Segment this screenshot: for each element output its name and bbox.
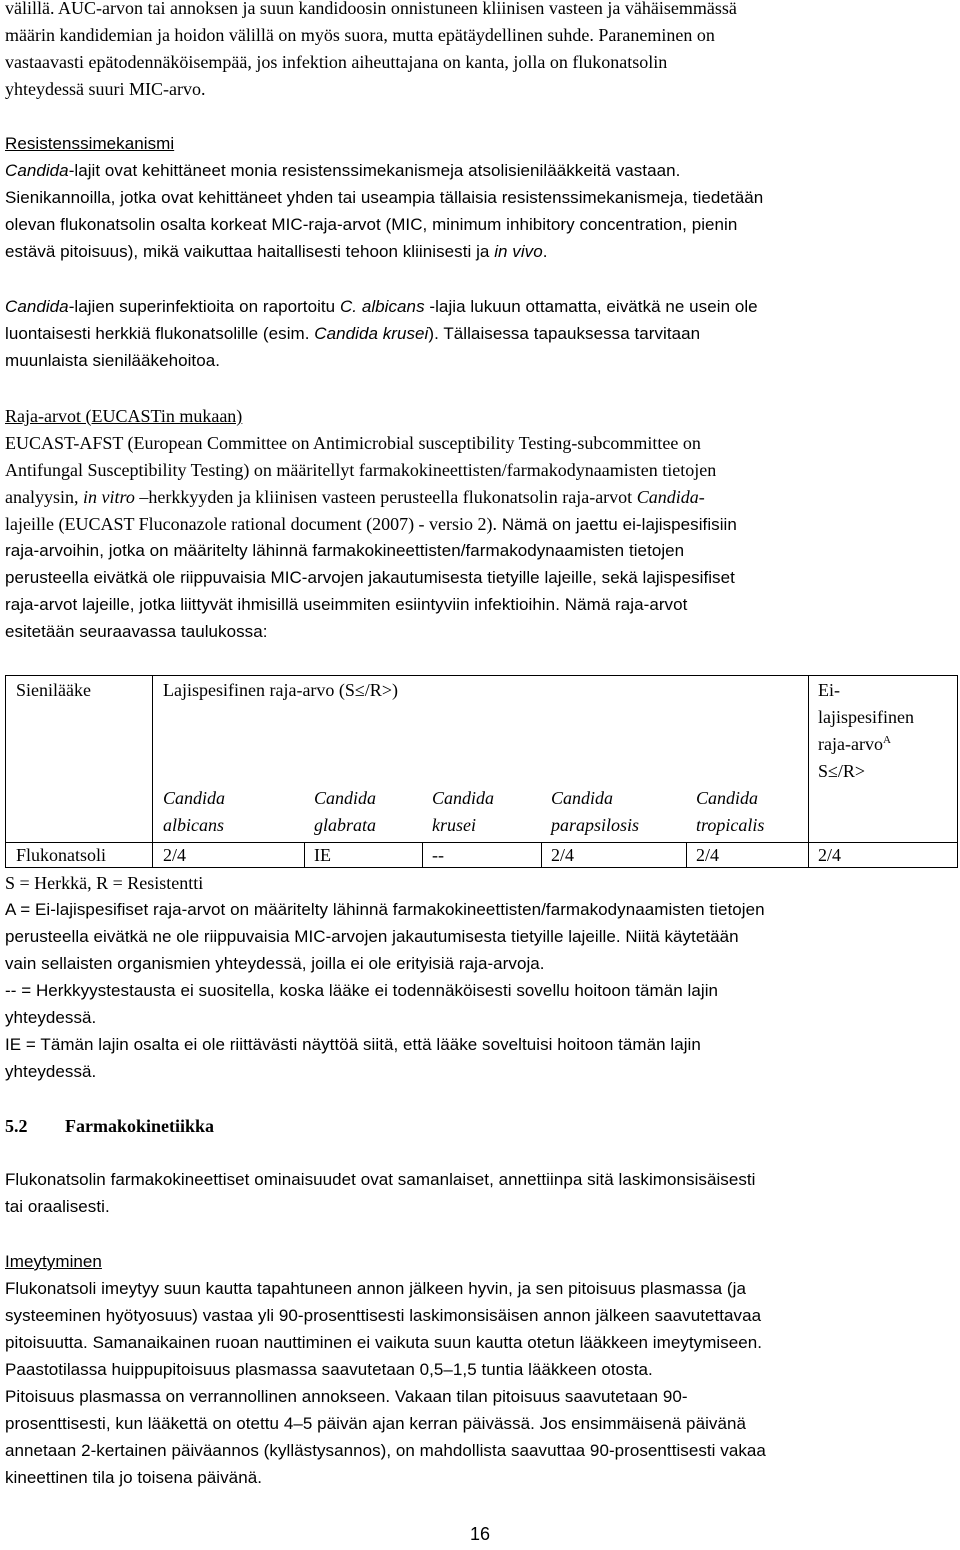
absorption-line-4: Paastotilassa huippupitoisuus plasmassa saavutetaan 0,5–1,5 tuntia lääkkeen otosta.	[5, 1360, 653, 1379]
table-rule-col3	[422, 842, 423, 868]
section-heading	[5, 1114, 214, 1138]
intro-line-3: vastaavasti epätodennäköisempää, jos infektion aiheuttajana on kanta, jolla on flukonatsolin	[5, 52, 668, 72]
value-parapsilosis: 2/4	[551, 845, 575, 865]
absorption-line-5: Pitoisuus plasmassa on verrannollinen annokseen. Vakaan tilan pitoisuus saavutetaan 90-	[5, 1387, 688, 1406]
species-tropicalis: Candida tropicalis	[696, 788, 765, 835]
header-nonspecies-l3: raja-arvo$^A$	[818, 734, 891, 754]
resistance-line-2: Sienikannoilla, jotka ovat kehittäneet yhden tai useampia tällaisia resistenssimekanismeja, tiedetään	[5, 188, 764, 207]
table-rule-mid	[5, 842, 958, 843]
header-nonspecies-l2: lajispesifinen	[818, 707, 914, 727]
table-rule-col2	[304, 842, 305, 868]
breakpoints-line-4: lajeille (EUCAST Fluconazole rational document (2007) - versio 2). Nämä on jaettu ei-lajispesifisiin	[5, 514, 737, 534]
breakpoints-line-6: perusteella eivätkä ole riippuvaisia MIC-arvojen jakautumisesta tietyille lajeille, sekä lajispesifiset	[5, 568, 735, 587]
note-a-line-3: vain sellaisten organismien yhteydessä, joilla ei ole erityisiä raja-arvoja.	[5, 954, 545, 973]
absorption-line-7: annetaan 2-kertainen päiväannos (kyllästysannos), on mahdollista saavuttaa 90-prosenttisesti vakaa	[5, 1441, 766, 1460]
intro-line-1: välillä. AUC-arvon tai annoksen ja suun kandidoosin onnistuneen kliinisen vasteen ja vähäisemmässä	[5, 0, 737, 18]
breakpoints-line-5: raja-arvoihin, jotka on määritelty lähinnä farmakokineettisten/farmakodynaamisten tietojen	[5, 541, 685, 560]
breakpoints-line-1: EUCAST-AFST (European Committee on Antimicrobial susceptibility Testing-subcommittee on	[5, 433, 701, 453]
breakpoints-line-2: Antifungal Susceptibility Testing) on määritellyt farmakokineettisten/farmakodynaamisten tietojen	[5, 460, 717, 480]
value-tropicalis: 2/4	[696, 845, 720, 865]
table-rule-top	[5, 675, 958, 676]
resistance-line-3: olevan flukonatsolin osalta korkeat MIC-raja-arvot (MIC, minimum inhibitory concentration, pienin	[5, 215, 738, 234]
note-a-line-2: perusteella eivätkä ne ole riippuvaisia MIC-arvojen jakautumisesta tietyille lajeille. Niitä käytetään	[5, 927, 739, 946]
intro-line-2: määrin kandidemian ja hoidon välillä on myös suora, mutta epätäydellinen suhde. Paraneminen on	[5, 25, 715, 45]
breakpoints-line-3: analyysin, in vitro –herkkyyden ja kliinisen vasteen perusteella flukonatsolin raja-arvot Candida-	[5, 487, 705, 507]
value-nonspecies: 2/4	[818, 845, 842, 865]
table-rule-left	[5, 675, 6, 868]
superinfection-line-3: muunlaista sienilääkehoitoa.	[5, 351, 220, 370]
absorption-line-6: prosenttisesti, kun lääkettä on otettu 4–5 päivän ajan kerran päivässä. Jos ensimmäisenä päivänä	[5, 1414, 746, 1433]
value-albicans: 2/4	[163, 845, 187, 865]
breakpoints-line-7: raja-arvot lajeille, jotka liittyvät ihmisillä useimmiten esiintyviin infektioihin. Nämä raja-arvot	[5, 595, 688, 614]
table-rule-col1	[152, 675, 153, 868]
header-species-breakpoint: Lajispesifinen raja-arvo (S≤/R>)	[163, 680, 398, 700]
pk-intro-line-1: Flukonatsolin farmakokineettiset ominaisuudet ovat samanlaiset, annettiinpa sitä laskimonsisäisesti	[5, 1170, 756, 1189]
section-title: Farmakokinetiikka	[65, 1116, 215, 1136]
species-parapsilosis: Candida parapsilosis	[551, 788, 640, 835]
breakpoints-heading: Raja-arvot (EUCASTin mukaan)	[5, 406, 243, 426]
header-drug: Sienilääke	[16, 680, 91, 700]
absorption-line-2: systeeminen hyötyosuus) vastaa yli 90-prosenttisesti laskimonsisäisen annon jälkeen saavutettavaa	[5, 1306, 762, 1325]
table-rule-col4	[541, 842, 542, 868]
intro-line-4: yhteydessä suuri MIC-arvo.	[5, 79, 206, 99]
species-albicans: Candida albicans	[163, 788, 226, 835]
species-glabrata: Candida glabrata	[314, 788, 377, 835]
note-ie-line-2: yhteydessä.	[5, 1062, 97, 1081]
table-rule-col6	[808, 675, 809, 868]
absorption-heading: Imeytyminen	[5, 1252, 102, 1271]
absorption-line-8: kineettinen tila jo toisena päivänä.	[5, 1468, 262, 1487]
breakpoint-table	[5, 675, 958, 867]
page-number: 16	[469, 1524, 491, 1544]
superinfection-line-2: luontaisesti herkkiä flukonatsolille (esim. Candida krusei). Tällaisessa tapauksessa tarvitaan	[5, 324, 701, 343]
table-rule-bottom	[5, 867, 958, 868]
resistance-line-1: Candida-lajit ovat kehittäneet monia resistenssimekanismeja atsolisienilääkkeitä vastaan.	[5, 161, 681, 180]
value-krusei: --	[432, 845, 444, 865]
resistance-heading: Resistenssimekanismi	[5, 134, 175, 153]
absorption-line-3: pitoisuutta. Samanaikainen ruoan nauttiminen ei vaikuta suun kautta otetun lääkkeen imeytymiseen.	[5, 1333, 763, 1352]
header-nonspecies-l4: S≤/R>	[818, 761, 866, 781]
species-krusei: Candida krusei	[432, 788, 495, 835]
note-a-line-1: A = Ei-lajispesifiset raja-arvot on määritelty lähinnä farmakokineettisten/farmakodynaamisten tietojen	[5, 900, 765, 919]
absorption-line-1: Flukonatsoli imeytyy suun kautta tapahtuneen annon jälkeen hyvin, ja sen pitoisuus plasmassa (ja	[5, 1279, 746, 1298]
header-nonspecies-l1: Ei-	[818, 680, 840, 700]
superinfection-line-1: Candida-lajien superinfektioita on raportoitu C. albicans -lajia lukuun ottamatta, eivätkä ne usein ole	[5, 297, 758, 316]
table-rule-right	[957, 675, 958, 868]
pk-intro-line-2: tai oraalisesti.	[5, 1197, 110, 1216]
note-dash-line-2: yhteydessä.	[5, 1008, 97, 1027]
value-glabrata: IE	[314, 845, 331, 865]
footnote-a-marker: A	[882, 734, 891, 746]
note-sr: S = Herkkä, R = Resistentti	[5, 873, 204, 893]
note-ie-line-1: IE = Tämän lajin osalta ei ole riittävästi näyttöä siitä, että lääke soveltuisi hoitoon tämän lajin	[5, 1035, 701, 1054]
section-number: 5.2	[5, 1116, 28, 1136]
note-dash-line-1: -- = Herkkyystestausta ei suositella, koska lääke ei todennäköisesti sovellu hoitoon tämän lajin	[5, 981, 719, 1000]
breakpoints-line-8: esitetään seuraavassa taulukossa:	[5, 622, 268, 641]
resistance-line-4: estävä pitoisuus), mikä vaikuttaa haitallisesti tehoon kliinisesti ja in vivo.	[5, 242, 548, 261]
row-drug: Flukonatsoli	[16, 845, 107, 865]
table-rule-col5	[686, 842, 687, 868]
